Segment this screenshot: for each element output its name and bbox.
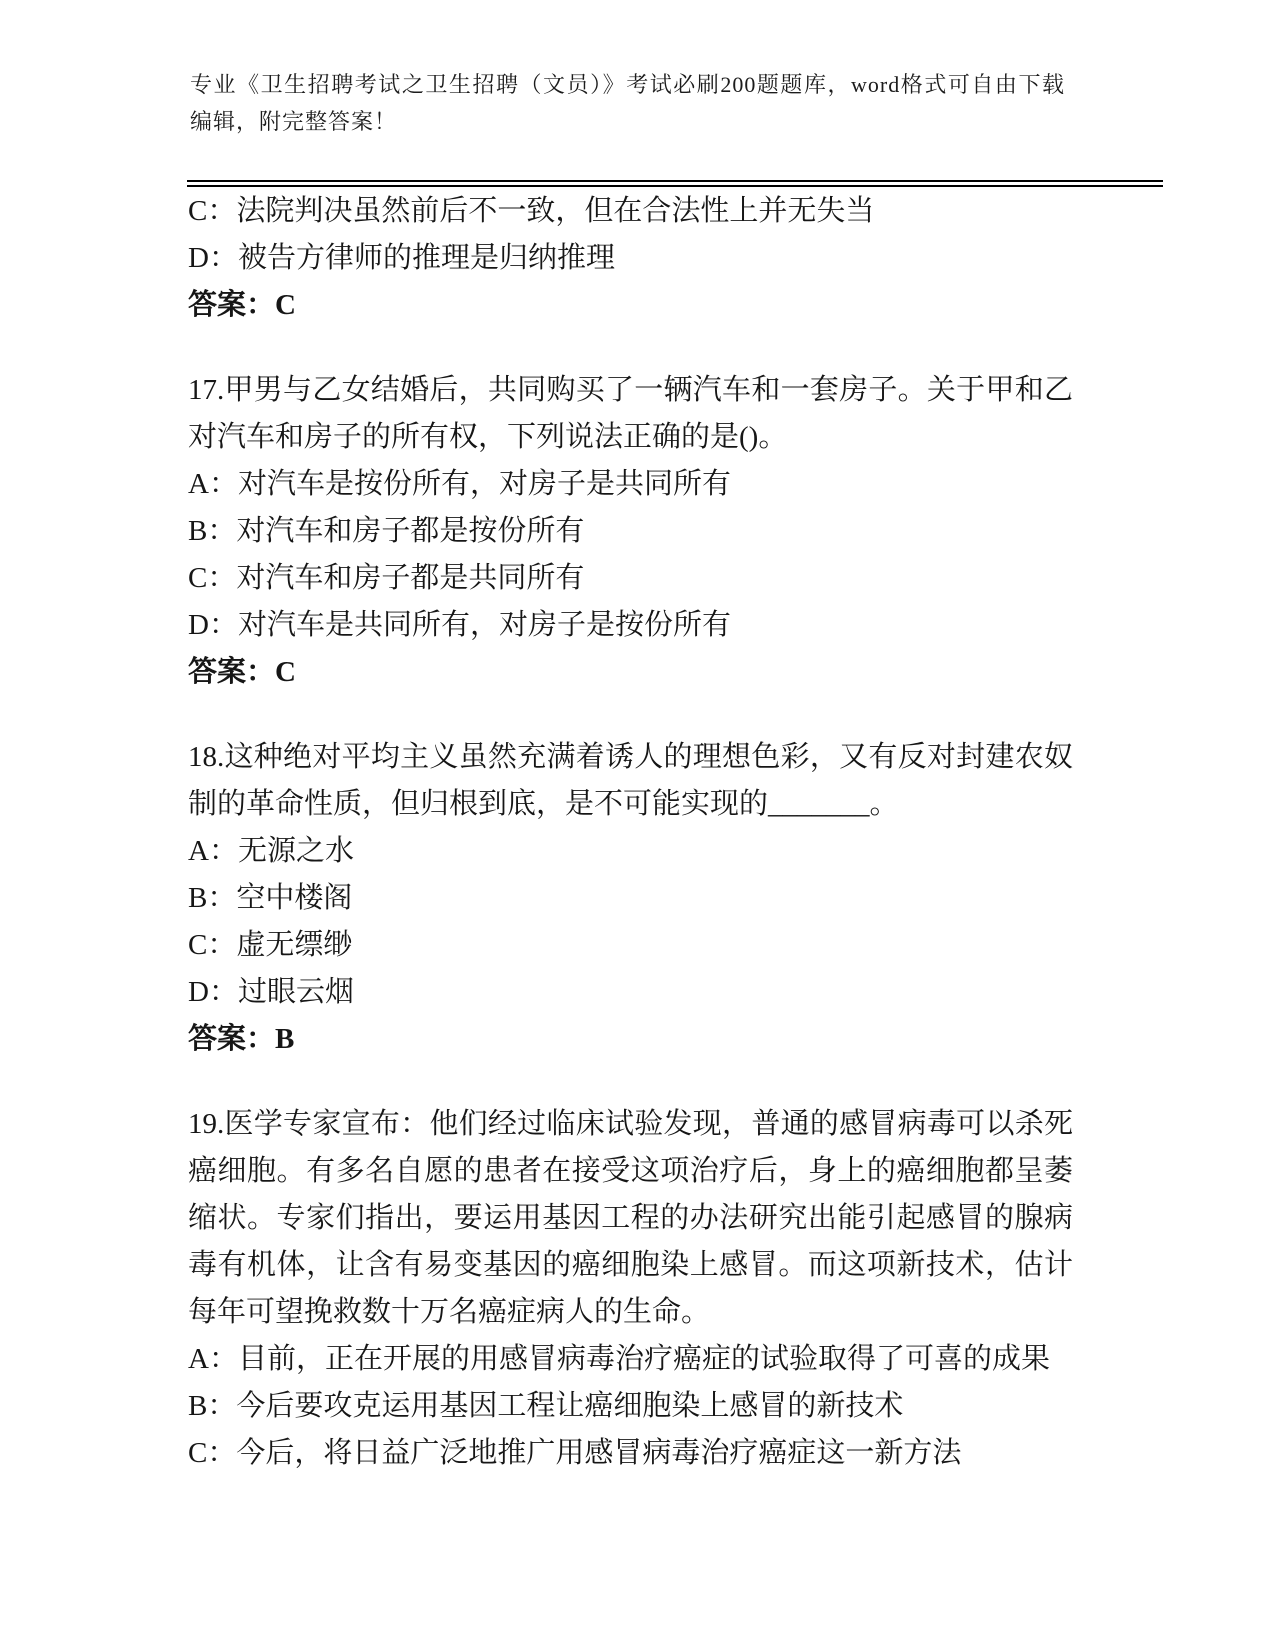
option-label: D bbox=[188, 242, 209, 274]
colon-separator: ： bbox=[208, 609, 238, 641]
option-line bbox=[188, 461, 1073, 508]
option-label: C bbox=[188, 1437, 208, 1469]
colon-separator: ： bbox=[246, 656, 276, 688]
answer-value: B bbox=[275, 1023, 295, 1055]
option-line bbox=[188, 188, 1073, 235]
colon-separator: ： bbox=[207, 562, 237, 594]
header-divider bbox=[187, 180, 1163, 187]
option-line bbox=[188, 922, 1073, 969]
colon-separator: ： bbox=[208, 835, 238, 867]
colon-separator: ： bbox=[246, 1023, 276, 1055]
colon-separator: ： bbox=[207, 1437, 237, 1469]
option-text: 过眼云烟 bbox=[237, 976, 354, 1008]
option-text: 被告方律师的推理是归纳推理 bbox=[237, 242, 615, 274]
answer-value: C bbox=[275, 289, 296, 321]
option-label: D bbox=[188, 609, 209, 641]
option-line bbox=[188, 1430, 1073, 1477]
option-line bbox=[188, 875, 1073, 922]
option-label: C bbox=[188, 562, 208, 594]
colon-separator: ： bbox=[208, 976, 238, 1008]
option-label: B bbox=[188, 1390, 208, 1422]
option-text: 对汽车是共同所有，对房子是按份所有 bbox=[237, 609, 731, 641]
option-line bbox=[188, 235, 1073, 282]
colon-separator: ： bbox=[207, 929, 237, 961]
answer-line bbox=[188, 282, 1073, 329]
colon-separator: ： bbox=[207, 195, 237, 227]
option-text: 对汽车和房子都是共同所有 bbox=[236, 562, 585, 594]
question-stem: 17.甲男与乙女结婚后，共同购买了一辆汽车和一套房子。关于甲和乙对汽车和房子的所有权，下列说法正确的是()。 bbox=[188, 374, 1073, 453]
colon-separator: ： bbox=[207, 1390, 237, 1422]
question-stem: 19.医学专家宣布：他们经过临床试验发现，普通的感冒病毒可以杀死癌细胞。有多名自愿的患者在接受这项治疗后，身上的癌细胞都呈萎缩状。专家们指出，要运用基因工程的办法研究出能引起感冒的腺病毒有机体，让含有易变基因的癌细胞染上感冒。而这项新技术，估计每年可望挽救数十万名癌症病人的生命。 bbox=[188, 1108, 1073, 1328]
option-text: 今后，将日益广泛地推广用感冒病毒治疗癌症这一新方法 bbox=[236, 1437, 962, 1469]
answer-label: 答案 bbox=[188, 656, 247, 688]
question-block bbox=[188, 367, 1073, 696]
answer-value: C bbox=[275, 656, 296, 688]
answer-label: 答案 bbox=[188, 289, 247, 321]
option-line bbox=[188, 828, 1073, 875]
option-line bbox=[188, 1336, 1073, 1383]
colon-separator: ： bbox=[208, 468, 238, 500]
option-text: 对汽车和房子都是按份所有 bbox=[236, 515, 585, 547]
option-text: 目前，正在开展的用感冒病毒治疗癌症的试验取得了可喜的成果 bbox=[237, 1343, 1050, 1375]
question-block bbox=[188, 734, 1073, 1063]
option-line bbox=[188, 602, 1073, 649]
question-block bbox=[188, 1101, 1073, 1477]
option-text: 虚无缥缈 bbox=[236, 929, 353, 961]
question-list bbox=[188, 188, 1073, 1477]
colon-separator: ： bbox=[208, 1343, 238, 1375]
option-label: C bbox=[188, 929, 208, 961]
answer-line bbox=[188, 649, 1073, 696]
answer-line bbox=[188, 1016, 1073, 1063]
option-text: 对汽车是按份所有，对房子是共同所有 bbox=[237, 468, 731, 500]
option-line bbox=[188, 1383, 1073, 1430]
option-line bbox=[188, 508, 1073, 555]
option-label: B bbox=[188, 515, 208, 547]
option-text: 无源之水 bbox=[237, 835, 354, 867]
colon-separator: ： bbox=[207, 515, 237, 547]
option-label: A bbox=[188, 1343, 209, 1375]
option-line bbox=[188, 969, 1073, 1016]
question-block bbox=[188, 188, 1073, 329]
option-text: 空中楼阁 bbox=[236, 882, 353, 914]
question-stem: 18.这种绝对平均主义虽然充满着诱人的理想色彩，又有反对封建农奴制的革命性质，但归根到底，是不可能实现的_______。 bbox=[188, 741, 1073, 820]
option-label: A bbox=[188, 468, 209, 500]
option-label: A bbox=[188, 835, 209, 867]
option-text: 今后要攻克运用基因工程让癌细胞染上感冒的新技术 bbox=[236, 1390, 904, 1422]
answer-label: 答案 bbox=[188, 1023, 247, 1055]
option-label: C bbox=[188, 195, 208, 227]
colon-separator: ： bbox=[208, 242, 238, 274]
option-text: 法院判决虽然前后不一致，但在合法性上并无失当 bbox=[236, 195, 875, 227]
colon-separator: ： bbox=[246, 289, 276, 321]
option-label: B bbox=[188, 882, 208, 914]
option-line bbox=[188, 555, 1073, 602]
option-label: D bbox=[188, 976, 209, 1008]
header-title: 专业《卫生招聘考试之卫生招聘（文员）》考试必刷200题题库，word格式可自由下载编辑，附完整答案！ bbox=[190, 72, 1065, 134]
colon-separator: ： bbox=[207, 882, 237, 914]
